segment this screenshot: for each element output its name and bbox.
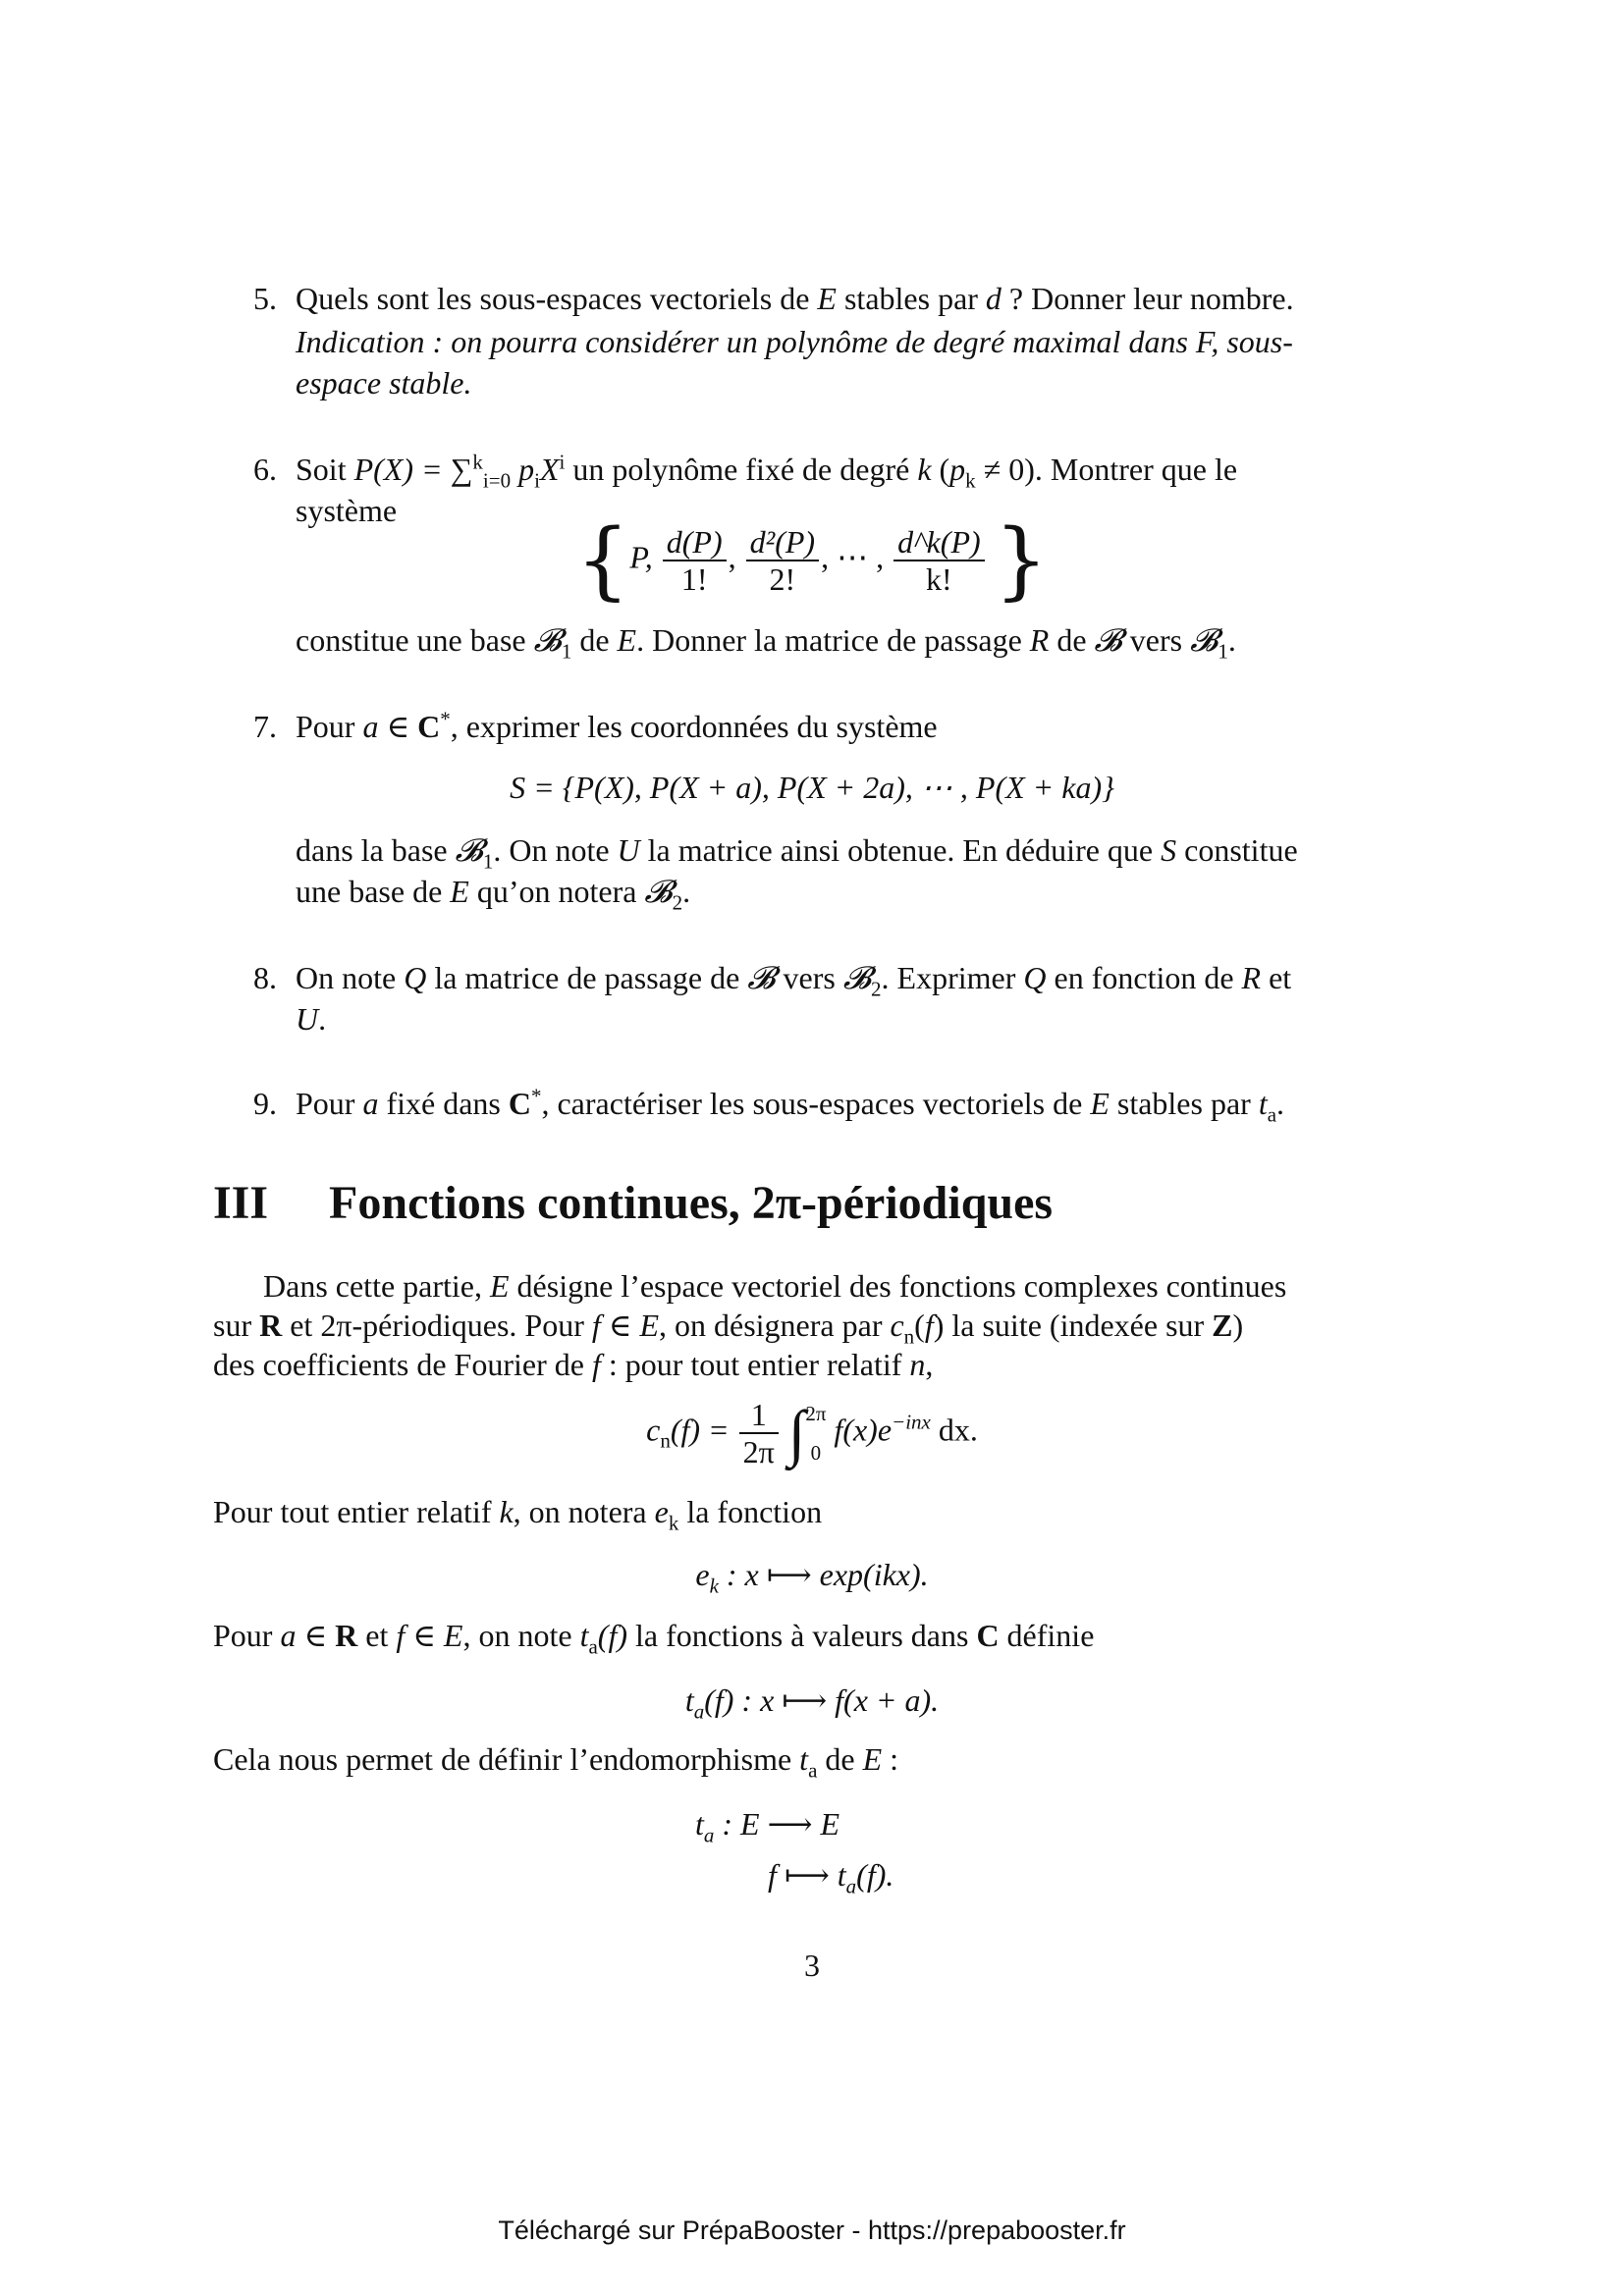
equation-endomorphism-line1: $t_a$ : E ⟶ E [695,1806,840,1847]
paragraph-line: Dans cette partie, E désigne l’espace vectoriel des fonctions complexes continues [263,1268,1287,1304]
fraction: $\frac{d(P)}{1!}$ [663,524,727,597]
integral-sign: ∫ [787,1398,806,1468]
question-text: Pour a ∈ C*, exprimer les coordonnées du système [296,707,938,744]
integral-limits: 2π 0 [805,1402,827,1465]
paragraph-line: Pour tout entier relatif k, on notera $e_k$ la fonction [213,1494,823,1535]
paragraph-line: Cela nous permet de définir l’endomorphisme $t_a$ de E : [213,1741,899,1783]
question-text-cont: une base de E qu’on notera 𝓑$_2$. [296,874,691,915]
fraction: $\frac{\text{d²(P)}}{2!}$ [746,524,819,597]
paragraph-line: des coefficients de Fourier de f : pour tout entier relatif n, [213,1347,934,1382]
question-text-cont: U. [296,1001,327,1037]
section-number: III [213,1177,269,1229]
question-text: Quels sont les sous-espaces vectoriels de E stables par d ? Donner leur nombre. [296,281,1294,316]
question-text: Soit P(X) = ∑$^k_{i=0}$ $p_iX^i$ un polynôme fixé de degré k $(p_k \ne 0)$. Montrer que le [296,450,1238,493]
equation-ta-f: $t_a(f)$ : x ⟼ f(x + a). [684,1682,940,1724]
question-number: 5. [253,281,277,316]
question-number: 8. [253,960,277,995]
question-text-cont: constitue une base 𝓑$_1$ de E. Donner la matrice de passage R de 𝓑 vers 𝓑$_1$. [296,622,1236,664]
question-number: 9. [253,1086,277,1121]
equation-ek: $e_k$ : x ⟼ exp(ikx). [695,1557,929,1598]
question-text: On note Q la matrice de passage de 𝓑 vers 𝓑$_2$. Exprimer Q en fonction de R et [296,960,1292,1001]
question-text-cont: dans la base 𝓑$_1$. On note U la matrice ainsi obtenue. En déduire que S constitue [296,832,1298,874]
page-number: 3 [804,1948,820,1983]
section-title: Fonctions continues, 2π-périodiques [329,1177,1054,1229]
question-text: Pour a fixé dans C*, caractériser les sous-espaces vectoriels de E stables par $t_a$. [296,1084,1285,1127]
paragraph-line: sur R et 2π-périodiques. Pour f ∈ E, on désignera par $c_n(f)$ la suite (indexée sur Z) [213,1308,1244,1349]
paragraph-line: Pour a ∈ R et f ∈ E, on note $t_a(f)$ la fonctions à valeurs dans C définie [213,1618,1095,1659]
equation-system: {P, $\frac{d(P)}{1!}$ , $\frac{\text{d²(P)}}{2!}$ , ⋯ , $\frac{d\^{}k(P)}{k!}$ } [575,511,1049,610]
question-number: 7. [253,709,277,744]
question-hint-cont: espace stable. [296,365,472,400]
equation-S: S = {P(X), P(X + a), P(X + 2a), ⋯ , P(X + ka)} [510,770,1114,805]
question-number: 6. [253,452,277,487]
fraction: $\frac{d\^{}k(P)}{k!}$ [893,524,985,597]
equation-fourier-coefficient: $c_n(f)$ = $\frac{1}{2\pi}$ ∫ 2π 0 $f(x)e^{-inx}$ dx. [0,1394,1624,1472]
section-heading [213,1176,1053,1231]
fraction: $\frac{1}{2\pi}$ [739,1397,779,1469]
download-footer: Téléchargé sur PrépaBooster - https://prepabooster.fr [498,2216,1126,2245]
equation-endomorphism-line2: f ⟼ $t_a(f)$. [768,1857,894,1898]
question-hint: Indication : on pourra considérer un polynôme de degré maximal dans F, sous- [296,324,1293,359]
question-text-cont: système [296,493,398,528]
